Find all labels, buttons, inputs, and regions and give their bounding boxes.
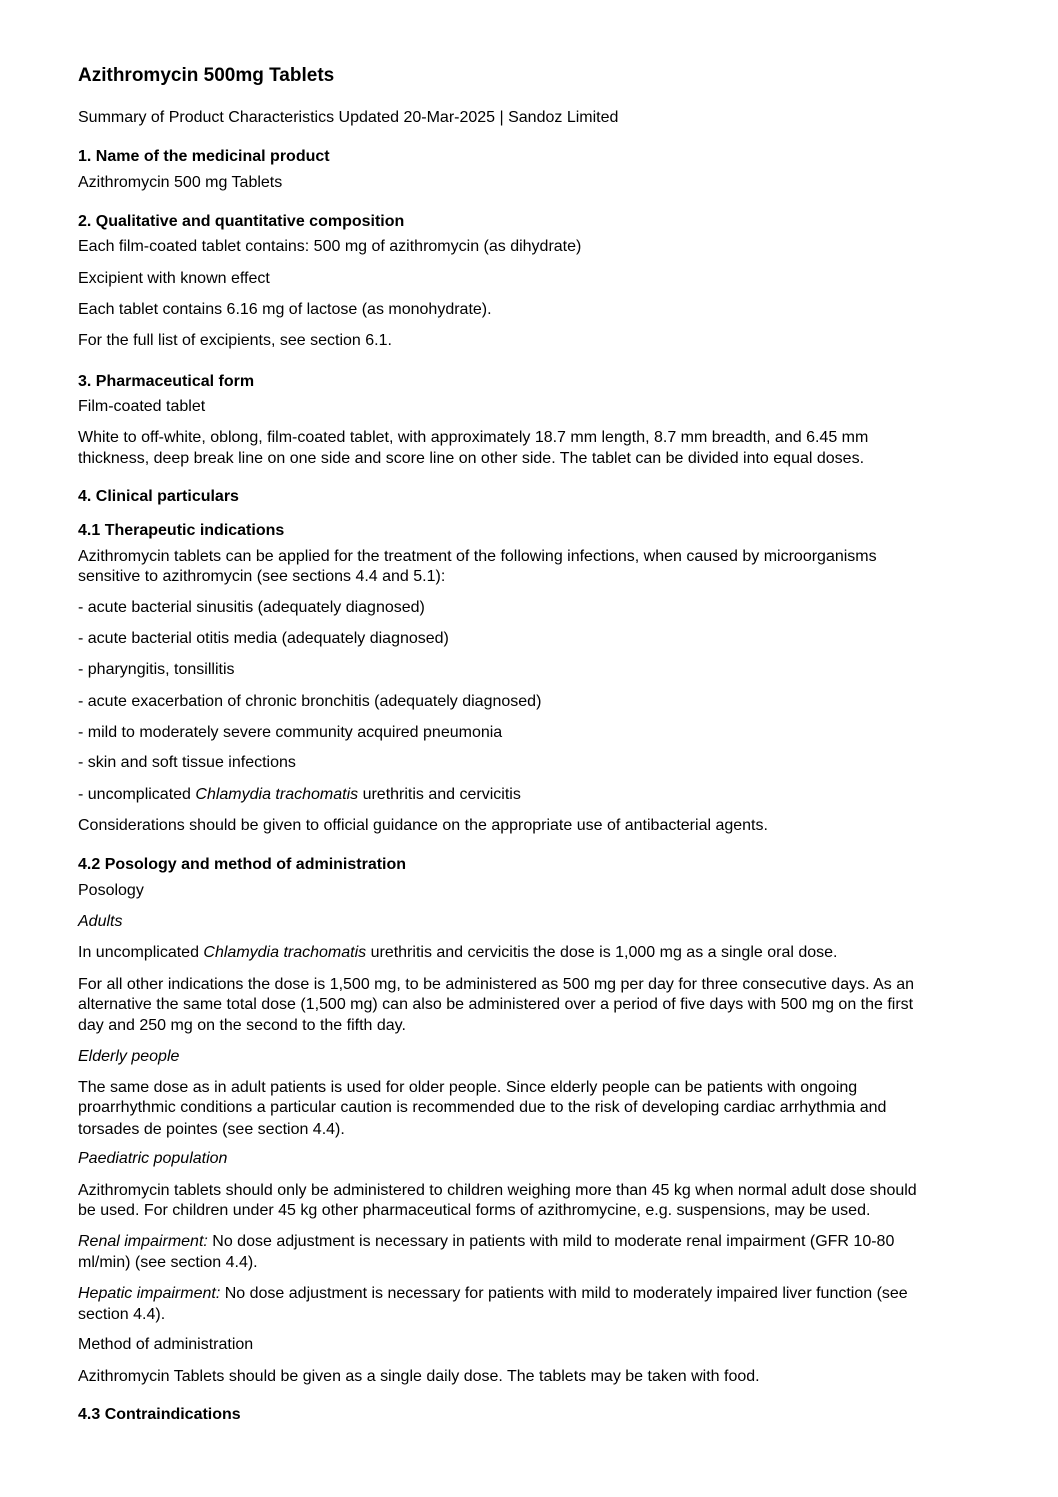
section-3-paragraph: thickness, deep break line on one side and score line on other side. The tablet can be divided into equal doses. — [78, 450, 865, 467]
hepatic-paragraph — [78, 1284, 908, 1305]
section-1-heading: 1. Name of the medicinal product — [78, 148, 330, 165]
section-4-heading: 4. Clinical particulars — [78, 488, 239, 505]
text: In uncomplicated — [78, 944, 204, 961]
section-1-text: Azithromycin 500 mg Tablets — [78, 174, 283, 191]
section-3-paragraph: White to off-white, oblong, film-coated tablet, with approximately 18.7 mm length, 8.7 mm breadth, and 6.45 mm — [78, 429, 869, 446]
list-item: - acute exacerbation of chronic bronchitis (adequately diagnosed) — [78, 693, 542, 710]
section-4-1-intro: sensitive to azithromycin (see sections 4.4 and 5.1): — [78, 568, 446, 585]
text: urethritis and cervicitis the dose is 1,000 mg as a single oral dose. — [366, 944, 838, 961]
paediatric-paragraph: be used. For children under 45 kg other pharmaceutical forms of azithromycine, e.g. suspensions, may be used. — [78, 1202, 871, 1219]
list-item: - acute bacterial otitis media (adequately diagnosed) — [78, 630, 449, 647]
adults-paragraph: day and 250 mg on the second to the fifth day. — [78, 1017, 406, 1034]
list-item-text: - uncomplicated — [78, 786, 196, 803]
adults-paragraph — [78, 943, 838, 964]
section-4-3-heading: 4.3 Contraindications — [78, 1406, 241, 1423]
text: No dose adjustment is necessary for patients with mild to moderately impaired liver function (see — [220, 1285, 908, 1302]
section-4-1-intro: Azithromycin tablets can be applied for the treatment of the following infections, when caused by microorganisms — [78, 548, 877, 565]
section-4-1-closing: Considerations should be given to official guidance on the appropriate use of antibacterial agents. — [78, 817, 768, 834]
method-paragraph: Azithromycin Tablets should be given as a single daily dose. The tablets may be taken with food. — [78, 1368, 760, 1385]
section-3-heading: 3. Pharmaceutical form — [78, 373, 255, 390]
elderly-paragraph: torsades de pointes (see section 4.4). — [78, 1121, 345, 1138]
section-2-paragraph: For the full list of excipients, see section 6.1. — [78, 332, 392, 349]
renal-paragraph: ml/min) (see section 4.4). — [78, 1254, 258, 1271]
renal-paragraph — [78, 1232, 894, 1253]
text: No dose adjustment is necessary in patients with mild to moderate renal impairment (GFR 10-80 — [207, 1233, 895, 1250]
document-subtitle: Summary of Product Characteristics Updated 20-Mar-2025 | Sandoz Limited — [78, 109, 619, 126]
organism-name: Chlamydia trachomatis — [195, 786, 359, 803]
elderly-subheading: Elderly people — [78, 1048, 180, 1065]
paediatric-subheading: Paediatric population — [78, 1150, 228, 1167]
list-item: - acute bacterial sinusitis (adequately diagnosed) — [78, 599, 425, 616]
adults-subheading: Adults — [78, 913, 123, 930]
hepatic-paragraph: section 4.4). — [78, 1306, 166, 1323]
adults-paragraph: For all other indications the dose is 1,500 mg, to be administered as 500 mg per day for three consecutive days. As an — [78, 976, 915, 993]
renal-label: Renal impairment: — [78, 1233, 208, 1250]
list-item: - skin and soft tissue infections — [78, 754, 296, 771]
posology-label: Posology — [78, 882, 144, 899]
list-item — [78, 785, 521, 806]
list-item: - pharyngitis, tonsillitis — [78, 661, 235, 678]
section-2-paragraph: Excipient with known effect — [78, 270, 270, 287]
list-item: - mild to moderately severe community acquired pneumonia — [78, 724, 503, 741]
section-2-paragraph: Each tablet contains 6.16 mg of lactose (as monohydrate). — [78, 301, 492, 318]
section-3-paragraph: Film-coated tablet — [78, 398, 206, 415]
elderly-paragraph: proarrhythmic conditions a particular caution is recommended due to the risk of developing cardiac arrhythmia and — [78, 1099, 887, 1116]
section-4-1-heading: 4.1 Therapeutic indications — [78, 522, 285, 539]
document-title: Azithromycin 500mg Tablets — [78, 65, 335, 86]
section-2-heading: 2. Qualitative and quantitative composition — [78, 213, 405, 230]
method-label: Method of administration — [78, 1336, 254, 1353]
elderly-paragraph: The same dose as in adult patients is used for older people. Since elderly people can be patients with ongoing — [78, 1079, 858, 1096]
list-item-text: urethritis and cervicitis — [358, 786, 521, 803]
section-4-2-heading: 4.2 Posology and method of administration — [78, 856, 407, 873]
organism-name: Chlamydia trachomatis — [203, 944, 367, 961]
adults-paragraph: alternative the same total dose (1,500 mg) can also be administered over a period of five days with 500 mg on the first — [78, 996, 914, 1013]
paediatric-paragraph: Azithromycin tablets should only be administered to children weighing more than 45 kg when normal adult dose should — [78, 1182, 917, 1199]
hepatic-label: Hepatic impairment: — [78, 1285, 221, 1302]
section-2-paragraph: Each film-coated tablet contains: 500 mg of azithromycin (as dihydrate) — [78, 238, 582, 255]
